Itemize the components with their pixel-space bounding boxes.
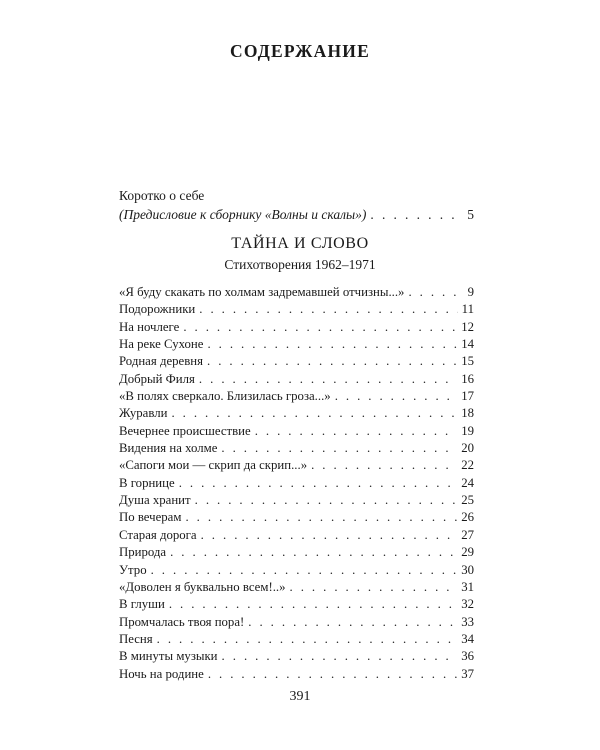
toc-entry-page: 11 <box>461 302 474 317</box>
toc-entry-page: 30 <box>461 562 474 577</box>
toc-entry-title: Добрый Филя <box>119 371 195 386</box>
toc-entry-title: Промчалась твоя пора! <box>119 614 245 629</box>
dot-leader <box>335 388 458 405</box>
dot-leader <box>185 509 457 526</box>
dot-leader <box>151 562 458 579</box>
toc-entry-title: Песня <box>119 631 153 646</box>
toc-entry-page: 24 <box>461 475 474 490</box>
toc-entry-title: На ночлеге <box>119 319 180 334</box>
toc-entry-title: По вечерам <box>119 510 182 525</box>
dot-leader <box>207 353 457 370</box>
toc-entry <box>119 492 474 509</box>
toc-entry-page: 33 <box>461 614 474 629</box>
toc-entry <box>119 596 474 613</box>
toc-entry-page: 36 <box>461 649 474 664</box>
toc-entry <box>119 423 474 440</box>
toc-entry <box>119 301 474 318</box>
toc-entry <box>119 544 474 561</box>
toc-entry-title: На реке Сухоне <box>119 337 204 352</box>
toc-entry-title: Вечернее происшествие <box>119 423 251 438</box>
toc-entry-page: 27 <box>461 527 474 542</box>
toc-entry-title: В минуты музыки <box>119 649 218 664</box>
toc-entry-title: «Доволен я буквально всем!..» <box>119 579 286 594</box>
toc-entry-title: В горнице <box>119 475 175 490</box>
toc-entry-page: 9 <box>467 285 474 299</box>
toc-entry-title: Ночь на родине <box>119 666 204 681</box>
toc-entry <box>119 614 474 631</box>
dot-leader <box>221 440 457 457</box>
toc-entry <box>119 371 474 388</box>
preface-title: Коротко о себе <box>119 188 205 203</box>
section-title: ТАЙНА И СЛОВО <box>231 235 369 252</box>
toc-entry <box>119 666 474 683</box>
preface-entry <box>119 186 474 224</box>
dot-leader <box>311 457 457 474</box>
toc-entry-page: 37 <box>461 666 474 681</box>
toc-entry <box>119 353 474 370</box>
toc-entry-page: 26 <box>461 510 474 525</box>
toc-entry-page: 19 <box>461 423 474 438</box>
toc-entry <box>119 527 474 544</box>
toc-entry-page: 18 <box>461 406 474 421</box>
dot-leader <box>290 579 458 596</box>
toc-entry-title: Утро <box>119 562 147 577</box>
dot-leader <box>255 423 458 440</box>
toc-entry-page: 25 <box>461 493 474 508</box>
toc-entry <box>119 648 474 665</box>
dot-leader <box>222 648 458 665</box>
toc-entry-title: «Я буду скакать по холмам задремавшей отчизны...» <box>119 285 405 299</box>
toc-entry <box>119 579 474 596</box>
toc-entry <box>119 284 474 301</box>
toc-list <box>119 284 474 683</box>
preface-subtitle: (Предисловие к сборнику «Волны и скалы») <box>119 207 367 222</box>
toc-entry-title: Журавли <box>119 406 168 421</box>
toc-entry-title: Подорожники <box>119 302 196 317</box>
toc-entry-title: «В полях сверкало. Близилась гроза...» <box>119 389 331 404</box>
dot-leader <box>199 371 457 388</box>
toc-entry-title: «Сапоги мои — скрип да скрип...» <box>119 458 308 473</box>
toc-entry <box>119 388 474 405</box>
toc-entry-title: Видения на холме <box>119 441 218 456</box>
dot-leader <box>199 301 457 318</box>
dot-leader <box>370 205 463 224</box>
toc-entry-title: Родная деревня <box>119 354 203 369</box>
dot-leader <box>183 319 457 336</box>
toc-entry <box>119 509 474 526</box>
toc-entry <box>119 440 474 457</box>
toc-entry-page: 16 <box>461 371 474 386</box>
toc-entry-page: 12 <box>461 319 474 334</box>
toc-entry-page: 22 <box>461 458 474 473</box>
toc-entry <box>119 562 474 579</box>
preface-page-number: 5 <box>467 207 474 222</box>
toc-entry-title: Природа <box>119 545 167 560</box>
page-number: 391 <box>289 689 311 704</box>
dot-leader <box>248 614 457 631</box>
toc-entry-page: 15 <box>461 354 474 369</box>
toc-entry-title: Старая дорога <box>119 527 197 542</box>
dot-leader <box>169 596 457 613</box>
toc-entry-page: 29 <box>461 545 474 560</box>
toc-entry <box>119 319 474 336</box>
toc-entry-page: 31 <box>461 579 474 594</box>
toc-entry <box>119 631 474 648</box>
dot-leader <box>179 475 458 492</box>
dot-leader <box>157 631 458 648</box>
toc-entry-page: 32 <box>461 597 474 612</box>
toc-entry-title: В глуши <box>119 597 165 612</box>
toc-entry <box>119 336 474 353</box>
dot-leader <box>208 666 457 683</box>
dot-leader <box>195 492 458 509</box>
dot-leader <box>201 527 458 544</box>
toc-entry-page: 14 <box>461 337 474 352</box>
dot-leader <box>207 336 457 353</box>
page-title: СОДЕРЖАНИЕ <box>229 41 370 61</box>
toc-entry <box>119 457 474 474</box>
toc-entry-page: 20 <box>461 441 474 456</box>
dot-leader <box>170 544 457 561</box>
preface-subtitle-line <box>119 205 474 224</box>
dot-leader <box>408 284 458 301</box>
toc-entry <box>119 405 474 422</box>
toc-entry <box>119 475 474 492</box>
toc-entry-page: 17 <box>461 389 474 404</box>
toc-entry-page: 34 <box>461 631 474 646</box>
section-subtitle: Стихотворения 1962–1971 <box>224 257 376 272</box>
toc-entry-title: Душа хранит <box>119 493 191 508</box>
dot-leader <box>171 405 457 422</box>
